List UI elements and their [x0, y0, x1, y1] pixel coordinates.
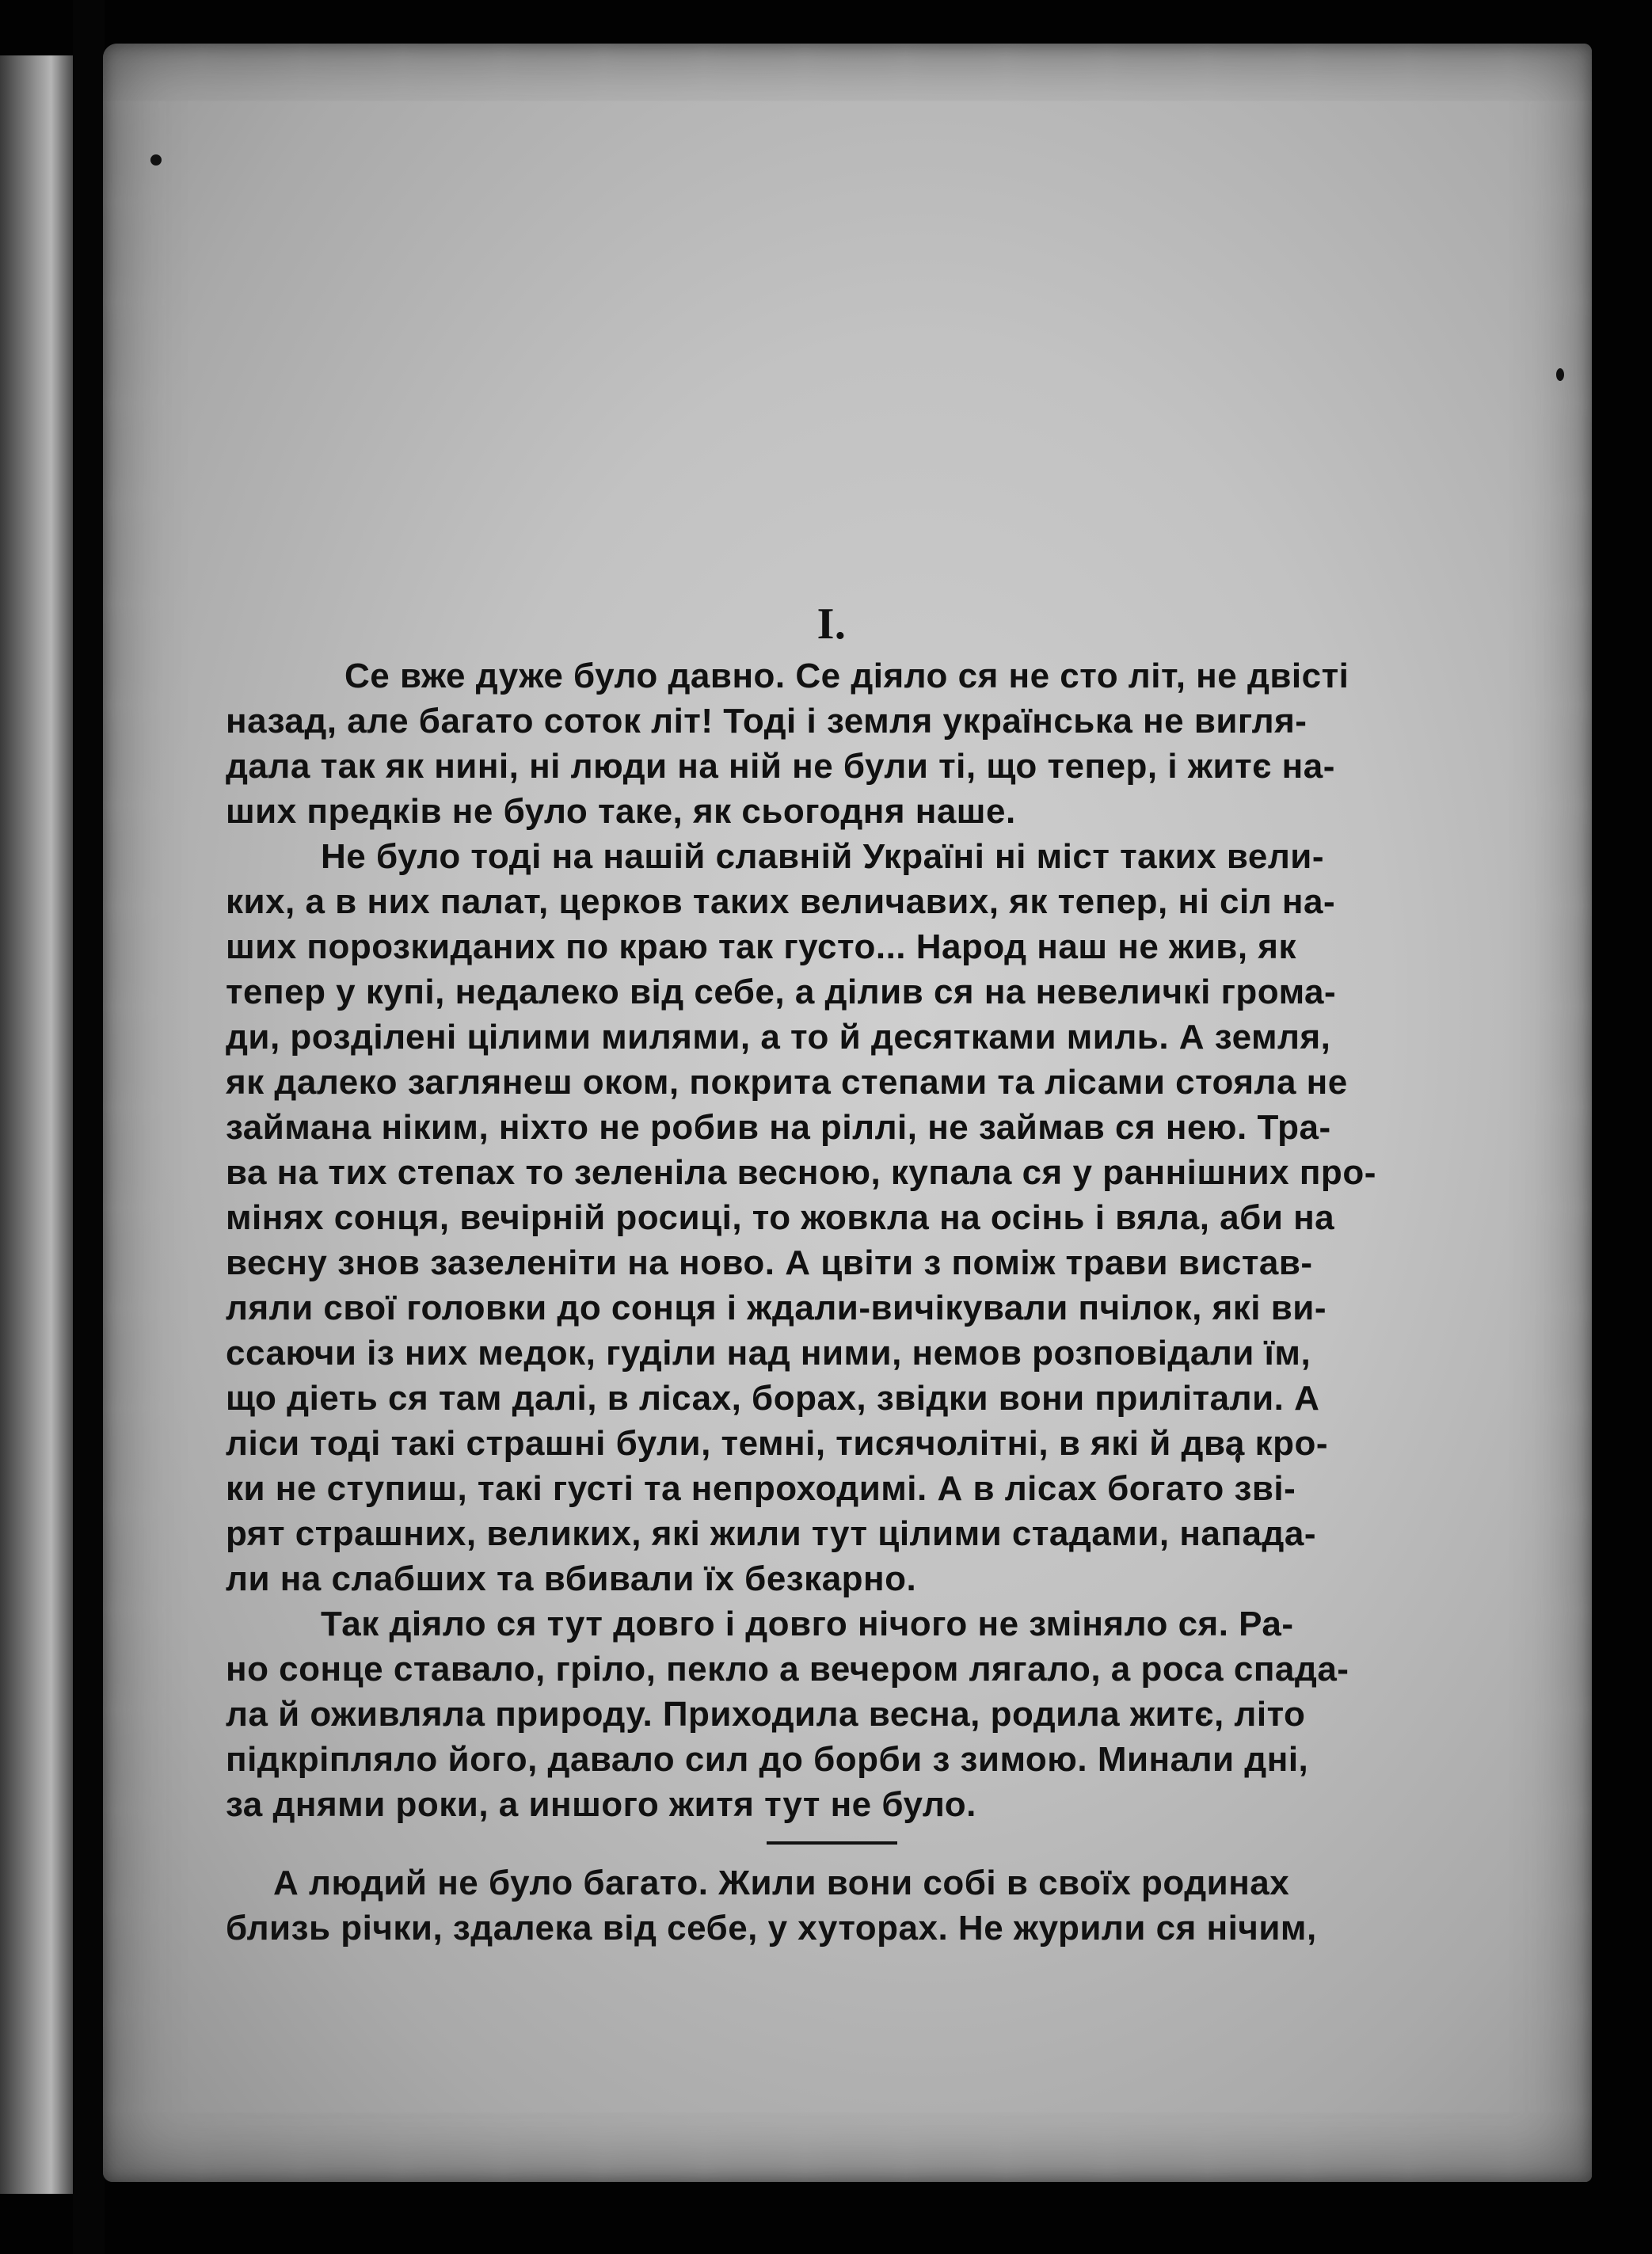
text-line: назад, але багато соток літ! Тоді і земля українська не вигля-: [226, 702, 1308, 741]
text-line: мінях сонця, вечірній росиці, то жовкла на осінь і вяла, аби на: [226, 1198, 1335, 1237]
text-line: що діеть ся там далі, в лісах, борах, звідки вони прилітали. А: [226, 1379, 1320, 1418]
text-line: Так діяло ся тут довго і довго нічого не зміняло ся. Ра-: [321, 1605, 1294, 1643]
text-line: Не було тоді на нашій славній Україні ні міст таких вели-: [321, 837, 1324, 876]
text-line: весну знов зазеленіти на ново. А цвіти з поміж трави вистав-: [226, 1243, 1313, 1282]
text-line: ссаючи із них медок, гуділи над ними, немов розповідали їм,: [226, 1334, 1311, 1373]
text-line: ких, а в них палат, церков таких величавих, як тепер, ні сіл на-: [226, 882, 1336, 921]
section-separator: [767, 1841, 897, 1845]
text-line: рят страшних, великих, які жили тут цілими стадами, напада-: [226, 1514, 1316, 1553]
text-line: ли на слабших та вбивали їх безкарно.: [226, 1559, 917, 1598]
text-line: но сонце ставало, гріло, пекло а вечером лягало, а роса спада-: [226, 1650, 1349, 1689]
text-line: ки не ступиш, такі густі та непроходимі. А в лісах богато зві-: [226, 1469, 1296, 1508]
chapter-number: I.: [816, 600, 847, 649]
dust-speck: [150, 154, 162, 166]
text-line: ва на тих степах то зеленіла весною, купала ся у раннішних про-: [226, 1153, 1376, 1192]
text-line: за днями роки, а иншого житя тут не було.: [226, 1785, 976, 1824]
text-line: тепер у купі, недалеко від себе, а ділив ся на невеличкі грома-: [226, 973, 1337, 1011]
text-line: ліси тоді такі страшні були, темні, тисячолітні, в які й два кро-: [226, 1424, 1329, 1463]
text-line: ших предків не було таке, як сьогодня наше.: [226, 792, 1016, 831]
text-line: Се вже дуже було давно. Се діяло ся не сто літ, не двісті: [344, 657, 1349, 695]
paragraph-1: [226, 653, 1422, 834]
text-line: як далеко заглянеш оком, покрита степами та лісами стояла не: [226, 1063, 1348, 1102]
text-line: ла й оживляла природу. Приходила весна, родила житє, літо: [226, 1695, 1306, 1734]
page-text: [226, 602, 1422, 1951]
text-line: А людий не було багато. Жили вони собі в своїх родинах: [273, 1864, 1290, 1902]
text-line: ляли свої головки до сонця і ждали-вичікували пчілок, які ви-: [226, 1289, 1327, 1327]
text-line: підкріпляло його, давало сил до борби з зимою. Минали дні,: [226, 1740, 1309, 1779]
paragraph-2: [226, 834, 1422, 1601]
text-line: ших порозкиданих по краю так густо... Народ наш не жив, як: [226, 927, 1296, 966]
text-line: близь річки, здалека від себе, у хуторах. Не журили ся нічим,: [226, 1909, 1317, 1948]
book-gutter: [73, 0, 105, 2254]
paragraph-4: [226, 1860, 1422, 1951]
paragraph-3: [226, 1601, 1422, 1827]
left-page-edge: [0, 55, 73, 2194]
text-line: дала так як нині, ні люди на ній не були ті, що тепер, і житє на-: [226, 747, 1335, 786]
text-line: ди, розділені цілими милями, а то й десятками миль. А земля,: [226, 1018, 1331, 1057]
text-line: займана ніким, ніхто не робив на ріллі, не займав ся нею. Тра-: [226, 1108, 1331, 1147]
dust-speck: [1556, 368, 1564, 381]
